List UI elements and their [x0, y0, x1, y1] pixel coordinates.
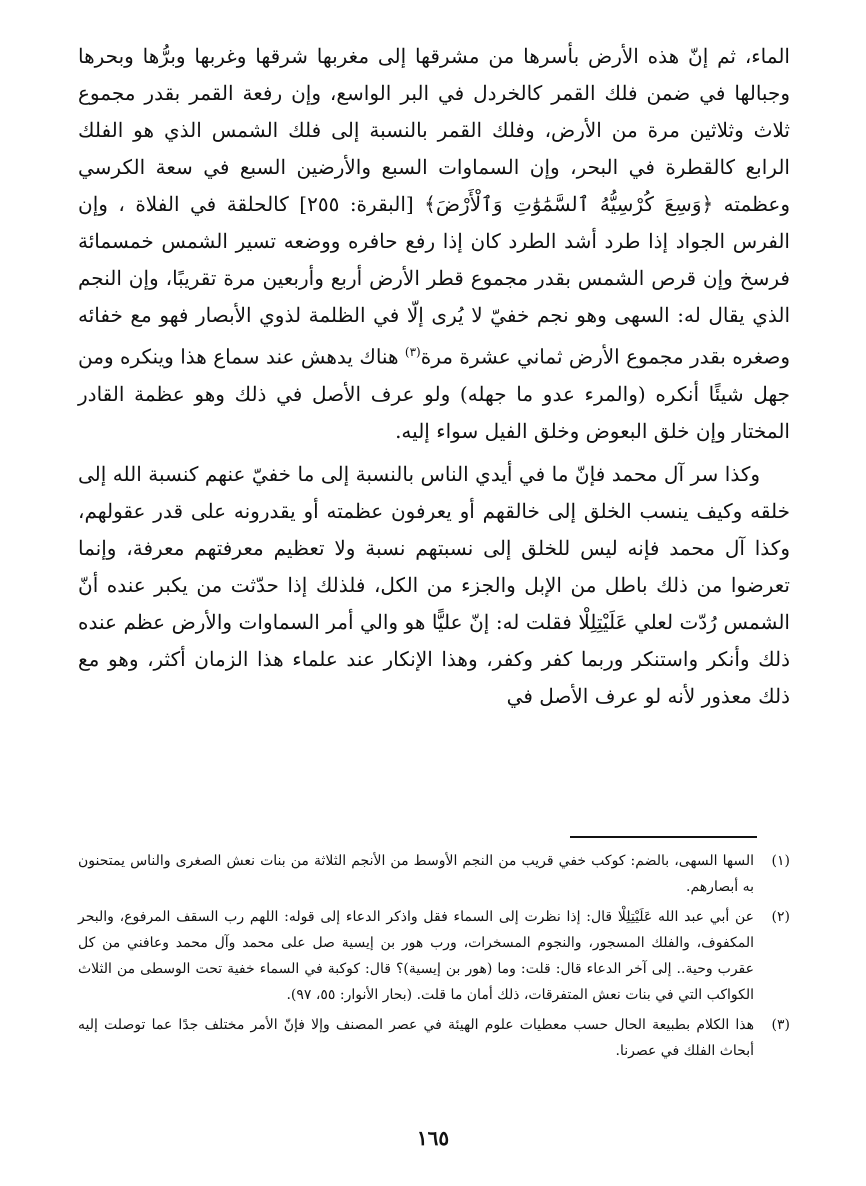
paragraph-2: وكذا سر آل محمد فإنّ ما في أيدي الناس بالنسبة إلى ما خفيّ عنهم كنسبة الله إلى خلقه وكيف ينسب الخلق إلى خالقهم أو يعرفون عظمته أو يقدرونه على قدر عقولهم، وكذا آل محمد فإنه ليس للخلق إلى نسبتهم نسبة ولا تعظيم معرفتهم معرفة، وإنما تعرضوا من ذلك باطل من الإبل والجزء من الكل، فلذلك إذا حدّثت من يكبر عنده أنّ الشمس رُدّت لعلي عَلَيْتِلِلْا فقلت له: إنّ عليًّا هو والي أمر السماوات والأرض عظم عنده ذلك وأنكر واستنكر وربما كفر وكفر، وهذا الإنكار عند علماء هذا الزمان أكثر، وهو مع ذلك معذور لأنه لو عرف الأصل في — [78, 461, 790, 708]
footnote-text: هذا الكلام بطبيعة الحال حسب معطيات علوم الهيئة في عصر المصنف وإلا فإنّ الأمر مختلف جدًا عما توصلت إليه أبحاث الفلك في عصرنا. — [78, 1017, 754, 1059]
paragraph-1-text: الماء، ثم إنّ هذه الأرض بأسرها من مشرقها إلى مغربها شرقها وغربها وبرُّها وبحرها وجبالها في ضمن فلك القمر كالخردل في البر الواسع، وإن رفعة القمر بقدر مجموع ثلاث وثلاثين مرة من الأرض، وفلك القمر بالنسبة إلى فلك الشمس الذي هو الفلك الرابع كالقطرة في البحر، وإن السماوات السبع والأرضين السبع في سعة الكرسي وعظمته ﴿وَسِعَ كُرْسِيُّهُ ٱلسَّمَٰوَٰتِ وَٱلْأَرْضَ﴾ [البقرة: ٢٥٥] كالحلقة في الفلاة ، وإن الفرس الجواد إذا طرد أشد الطرد كان إذا رفع حافره ووضعه تسير الشمس خمسمائة فرسخ وإن قرص الشمس بقدر مجموع قطر الأرض أربع وأربعين مرة تقريبًا، وإن النجم الذي يقال له: السهى وهو نجم خفيّ لا يُرى إلّا في الظلمة لذوي الأبصار فهو مع خفائه وصغره بقدر مجموع الأرض ثماني عشرة مرة — [78, 44, 791, 369]
footnote-text: عن أبي عبد الله عَلَيْتِلِلْا قال: إذا نظرت إلى السماء فقل واذكر الدعاء إلى قوله: اللهم رب السقف المرفوع، والبحر المكفوف، والفلك المسجور، والنجوم المسخرات، ورب هور بن إيسية صل على محمد وآل محمد وعافني من كل عقرب وحية.. إلى آخر الدعاء قال: قلت: وما (هور بن إيسية)؟ قال: كوكبة في السماء خفية تحت الوسطى من الثلاث الكواكب التي في بنات نعش المتفرقات، ذلك أمان ما قلت. (بحار الأنوار: ٥٥، ٩٧). — [78, 909, 754, 1003]
footnote-number: (١) — [771, 853, 790, 869]
footnote-1 — [78, 848, 790, 900]
page-number: ١٦٥ — [416, 1126, 450, 1150]
main-text — [78, 38, 790, 715]
footnote-reference-3: (٣) — [404, 345, 421, 359]
footnote-number: (٣) — [771, 1017, 790, 1033]
footnote-number: (٢) — [771, 909, 790, 925]
paragraph-1-end: هناك يدهش عند سماع هذا وينكره ومن جهل شيئًا أنكره (والمرء عدو ما جهله) ولو عرف الأصل في ذلك وهو عظمة القادر المختار وإن خلق البعوض وخلق الفيل سواء إليه. — [78, 344, 790, 443]
footnotes — [78, 848, 790, 1068]
footnote-3 — [78, 1012, 790, 1064]
footnote-2 — [78, 904, 790, 1008]
footnote-text: السها السهى، بالضم: كوكب خفي قريب من النجم الأوسط من الأنجم الثلاثة من بنات نعش الصغرى والناس يمتحنون به أبصارهم. — [78, 853, 754, 895]
footnote-divider — [570, 836, 757, 838]
paragraph-1 — [78, 38, 790, 450]
